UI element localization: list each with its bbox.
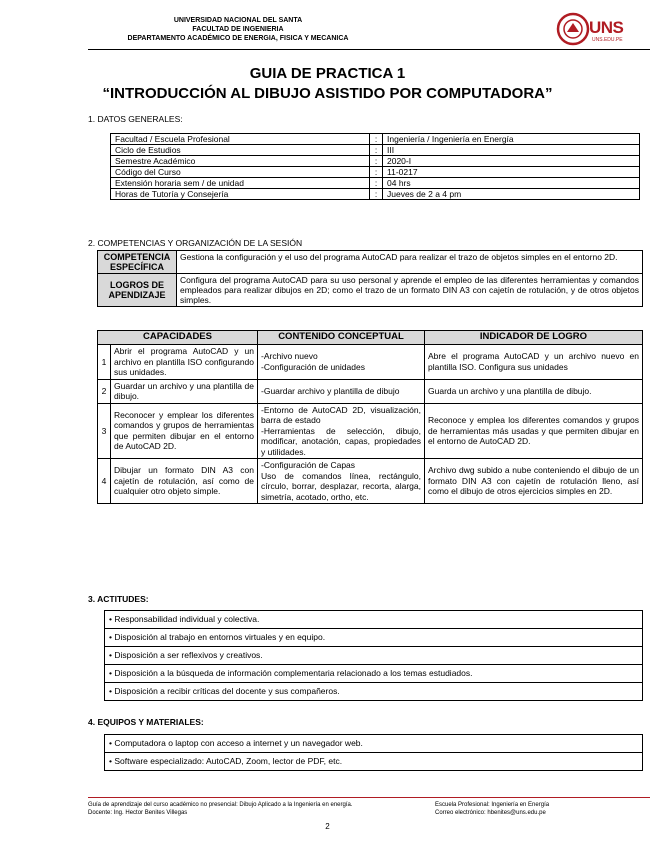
general-key: Ciclo de Estudios [111, 145, 370, 156]
general-row [111, 167, 640, 178]
general-key: Semestre Académico [111, 156, 370, 167]
logros-text: Configura del programa AutoCAD para su uso personal y aprende el empleo de las diferentes herramientas y comandos empleados para realizar dibujos en 2D; como el trazo de un formato DIN A3 con cajetín de rotulación, y de otros objetos simples. [177, 274, 643, 307]
actitud-item: • Disposición a la búsqueda de información complementaria relacionado a los temas estudiados. [105, 665, 642, 683]
general-separator: : [370, 167, 383, 178]
footer-right [435, 801, 549, 817]
indicador-cell: Reconoce y emplea los diferentes comandos y grupos de herramientas más usadas y que permiten dibujar en el entorno de AutoCAD 2D. [425, 403, 643, 459]
capacidad-row [98, 345, 643, 380]
page-subtitle: “INTRODUCCIÓN AL DIBUJO ASISTIDO POR COMPUTADORA” [102, 85, 553, 102]
footer-course: Guía de aprendizaje del curso académico no presencial: Dibujo Aplicado a la Ingeniería en energía. [88, 802, 353, 808]
row-number: 3 [98, 403, 111, 459]
general-key: Facultad / Escuela Profesional [111, 134, 370, 145]
section-competencias-heading: 2. COMPETENCIAS Y ORGANIZACIÓN DE LA SESIÓN [88, 238, 303, 248]
footer-rule [88, 797, 650, 798]
header-rule [88, 49, 650, 50]
general-separator: : [370, 189, 383, 200]
competencia-label: COMPETENCIA ESPECÍFICA [98, 251, 177, 274]
capacidad-row [98, 403, 643, 459]
capacidad-row [98, 459, 643, 504]
general-separator: : [370, 156, 383, 167]
general-row [111, 134, 640, 145]
contenido-cell: -Configuración de Capas Uso de comandos línea, rectángulo, círculo, borrar, desplazar, recorta, alarga, simetría, acotado, ortho, etc. [258, 459, 425, 504]
institution-header [88, 16, 388, 43]
actitud-item: • Disposición a ser reflexivos y creativos. [105, 647, 642, 665]
capacidad-cell: Abrir el programa AutoCAD y un archivo en plantilla ISO configurando sus unidades. [111, 345, 258, 380]
footer-teacher: Docente: Ing. Hector Benites Villegas [88, 810, 188, 816]
footer-left [88, 801, 353, 817]
logo-text: UNS [589, 18, 624, 37]
header-indicador: INDICADOR DE LOGRO [425, 331, 643, 345]
capacidad-cell: Dibujar un formato DIN A3 con cajetín de rotulación, así como de cualquier otro objeto simple. [111, 459, 258, 504]
indicador-cell: Guarda un archivo y una plantilla de dibujo. [425, 379, 643, 403]
capacidad-cell: Guardar un archivo y una plantilla de dibujo. [111, 379, 258, 403]
general-key: Horas de Tutoría y Consejería [111, 189, 370, 200]
row-number: 1 [98, 345, 111, 380]
section-actitudes-heading: 3. ACTITUDES: [88, 594, 149, 604]
page-title: GUIA DE PRACTICA 1 [249, 65, 406, 82]
actitud-item: • Disposición a recibir críticas del docente y sus compañeros. [109, 686, 340, 696]
general-value: 04 hrs [383, 178, 640, 189]
general-row [111, 156, 640, 167]
general-value: Ingeniería / Ingeniería en Energía [383, 134, 640, 145]
general-row [111, 178, 640, 189]
faculty-name: FACULTAD DE INGENIERIA [192, 26, 284, 33]
logros-label: LOGROS DE APENDIZAJE [98, 274, 177, 307]
section-equipos-heading: 4. EQUIPOS Y MATERIALES: [88, 717, 204, 727]
competencias-table [97, 250, 643, 307]
department-name: DEPARTAMENTO ACADÉMICO DE ENERGIA, FISICA Y MECANICA [127, 35, 349, 42]
equipos-box [104, 734, 643, 771]
general-separator: : [370, 145, 383, 156]
capacidades-table [97, 330, 643, 504]
contenido-cell: -Guardar archivo y plantilla de dibujo [258, 379, 425, 403]
header-capacidades: CAPACIDADES [98, 331, 258, 345]
general-value: Jueves de 2 a 4 pm [383, 189, 640, 200]
competencia-text: Gestiona la configuración y el uso del programa AutoCAD para realizar el trazo de objetos simples en el entorno 2D. [177, 251, 643, 274]
university-name: UNIVERSIDAD NACIONAL DEL SANTA [173, 17, 303, 24]
contenido-cell: -Archivo nuevo -Configuración de unidades [258, 345, 425, 380]
contenido-cell: -Entorno de AutoCAD 2D, visualización, barra de estado -Herramientas de selección, dibujo, modificar, anotación, capas, propiedades y utilidades. [258, 403, 425, 459]
capacidad-cell: Reconocer y emplear los diferentes comandos y grupos de herramientas que permiten dibujar en el entorno de AutoCAD 2D. [111, 403, 258, 459]
general-separator: : [370, 134, 383, 145]
general-value: 11-0217 [383, 167, 640, 178]
general-value: III [383, 145, 640, 156]
capacidad-row [98, 379, 643, 403]
competencia-row [98, 251, 643, 274]
logo-subtext: UNS.EDU.PE [592, 37, 623, 43]
general-data-table [110, 133, 640, 200]
general-key: Extensión horaria sem / de unidad [111, 178, 370, 189]
footer-school: Escuela Profesional: Ingeniería en Energía [435, 802, 550, 808]
header-contenido: CONTENIDO CONCEPTUAL [258, 331, 425, 345]
indicador-cell: Archivo dwg subido a nube conteniendo el dibujo de un formato DIN A3 con cajetín de rotulación lleno, así como el dibujo de otros ejercicios simples en 2D. [425, 459, 643, 504]
actitudes-box [104, 610, 643, 701]
row-number: 2 [98, 379, 111, 403]
general-separator: : [370, 178, 383, 189]
equipo-item: • Software especializado: AutoCAD, Zoom, lector de PDF, etc. [109, 756, 343, 766]
footer-email: Correo electrónico: hbenites@uns.edu.pe [435, 810, 546, 816]
actitud-item: • Disposición al trabajo en entornos virtuales y en equipo. [105, 629, 642, 647]
row-number: 4 [98, 459, 111, 504]
general-row [111, 189, 640, 200]
logros-row [98, 274, 643, 307]
indicador-cell: Abre el programa AutoCAD y un archivo nuevo en plantilla ISO. Configura sus unidades [425, 345, 643, 380]
general-key: Código del Curso [111, 167, 370, 178]
general-value: 2020-I [383, 156, 640, 167]
page-number: 2 [325, 822, 330, 831]
section-general-heading: 1. DATOS GENERALES: [88, 114, 183, 124]
general-row [111, 145, 640, 156]
equipo-item: • Computadora o laptop con acceso a internet y un navegador web. [105, 735, 642, 753]
actitud-item: • Responsabilidad individual y colectiva. [105, 611, 642, 629]
